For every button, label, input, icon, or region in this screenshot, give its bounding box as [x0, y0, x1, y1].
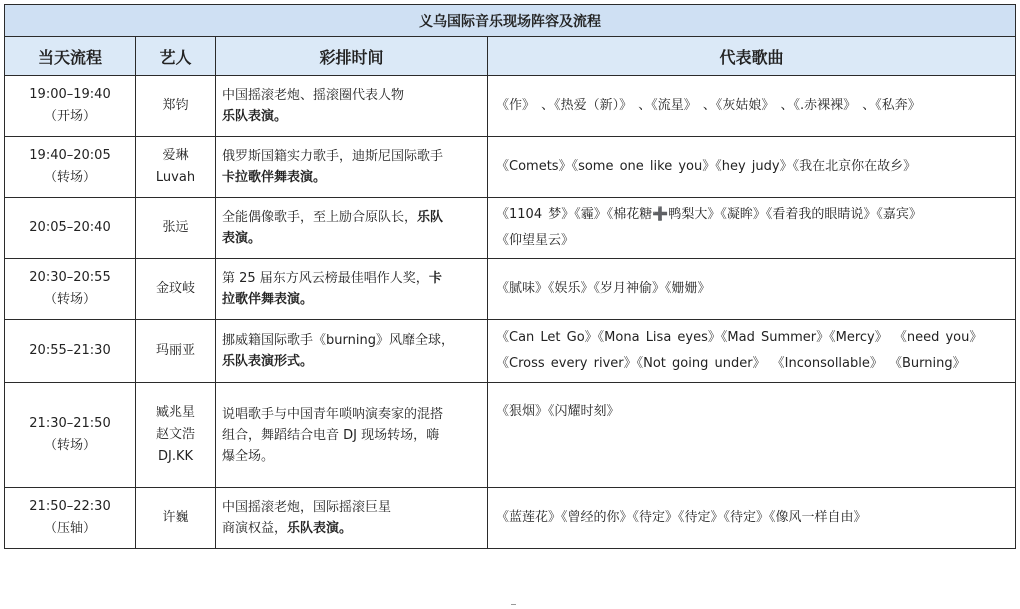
- header-flow: 当天流程: [5, 37, 136, 76]
- artist-cell: [136, 76, 216, 137]
- table-row: [5, 76, 1016, 137]
- flow-stage: （压轴）: [43, 521, 96, 536]
- songs-line: 《腻味》《娱乐》《岁月神偷》《姗姗》: [496, 281, 711, 296]
- performance-type: 乐队表演。: [287, 521, 353, 536]
- header-rehearsal: 彩排时间: [216, 37, 488, 76]
- rehearsal-cell: [216, 320, 488, 383]
- description-line: [222, 330, 481, 351]
- flow-stage: （转场）: [43, 438, 96, 453]
- flow-cell: [5, 198, 136, 259]
- description-text: 全能偶像歌手，至上励合原队长，: [222, 210, 418, 225]
- description-line: [222, 404, 481, 425]
- songs-line: 《作》 、《热爱（新）》 、《流星》 、《灰姑娘》 、《.赤裸裸》 、《私奔》: [496, 98, 921, 113]
- artist-cell: [136, 383, 216, 488]
- description-text: 商演权益，: [222, 521, 288, 536]
- songs-cell: [488, 137, 1016, 198]
- artist-name: Luvah: [155, 170, 196, 185]
- songs-cell: [488, 320, 1016, 383]
- description-line: [222, 518, 481, 539]
- table-row: [5, 488, 1016, 549]
- artist-cell: [136, 320, 216, 383]
- performance-type: 乐队表演形式。: [222, 354, 314, 369]
- artist-name: 郑钧: [162, 98, 189, 113]
- rehearsal-cell: [216, 488, 488, 549]
- flow-cell: [5, 137, 136, 198]
- flow-time: 19:40–20:05: [29, 148, 111, 163]
- songs-cell: [488, 488, 1016, 549]
- rehearsal-cell: [216, 383, 488, 488]
- lineup-table: [4, 4, 1016, 549]
- artist-cell: [136, 137, 216, 198]
- artist-name: DJ.KK: [157, 449, 194, 464]
- table-row: [5, 137, 1016, 198]
- table-row: [5, 259, 1016, 320]
- table-row: [5, 198, 1016, 259]
- header-artist: 艺人: [136, 37, 216, 76]
- flow-time: 20:05–20:40: [29, 220, 111, 235]
- flow-cell: [5, 76, 136, 137]
- description-text: 说唱歌手与中国青年唢呐演奏家的混搭: [222, 406, 444, 422]
- rehearsal-cell: [216, 137, 488, 198]
- artist-name: 臧兆星: [155, 405, 195, 420]
- flow-stage: （转场）: [43, 292, 96, 307]
- table-title: 义乌国际音乐现场阵容及流程: [5, 5, 1016, 37]
- songs-line: 《1104 梦》《霾》《棉花糖➕鸭梨大》《凝眸》《看着我的眼睛说》《嘉宾》: [496, 207, 922, 222]
- artist-name: 玛丽亚: [155, 343, 195, 358]
- description-text: 中国摇滚老炮，国际摇滚巨星: [222, 500, 392, 515]
- description-line: [222, 167, 481, 188]
- artist-name: 张远: [162, 220, 189, 235]
- flow-stage: （转场）: [43, 170, 96, 185]
- songs-cell: [488, 198, 1016, 259]
- artist-cell: [136, 488, 216, 549]
- table-row: [5, 383, 1016, 488]
- artist-name: 金玟岐: [155, 281, 195, 296]
- artist-name: 许巍: [162, 510, 189, 525]
- flow-time: 20:30–20:55: [29, 270, 111, 285]
- description-text: 俄罗斯国籍实力歌手，迪斯尼国际歌手: [222, 149, 444, 164]
- songs-line: 《狠烟》《闪耀时刻》: [496, 404, 620, 419]
- performance-type: 乐队表演。: [222, 109, 288, 124]
- table-row: [5, 320, 1016, 383]
- flow-stage: （开场）: [43, 109, 96, 124]
- description-line: [222, 268, 481, 289]
- description-text: 中国摇滚老炮、摇滚圈代表人物: [222, 88, 405, 103]
- description-text: 组合，舞蹈结合电音 DJ 现场转场，嗨: [222, 427, 440, 443]
- performance-type: 拉歌伴舞表演。: [222, 292, 314, 307]
- rehearsal-cell: [216, 259, 488, 320]
- divider-mark: [511, 604, 516, 609]
- description-line: [222, 106, 481, 127]
- songs-line: 《Cross every river》《Not going under》 《Inconsollable》 《Burning》: [496, 356, 966, 371]
- description-line: [222, 85, 481, 106]
- table-title-row: [5, 5, 1016, 37]
- header-row: [5, 37, 1016, 76]
- songs-line: 《Can Let Go》《Mona Lisa eyes》《Mad Summer》《Mercy》 《need you》: [496, 330, 983, 345]
- description-line: [222, 228, 481, 249]
- songs-cell: [488, 259, 1016, 320]
- artist-cell: [136, 259, 216, 320]
- flow-cell: [5, 488, 136, 549]
- rehearsal-cell: [216, 76, 488, 137]
- description-line: [222, 289, 481, 310]
- performance-type: 卡拉歌伴舞表演。: [222, 170, 327, 185]
- flow-time: 21:30–21:50: [29, 416, 111, 431]
- description-line: [222, 351, 481, 372]
- songs-cell: [488, 76, 1016, 137]
- description-text: 挪威籍国际歌手《burning》风靡全球，: [222, 333, 454, 348]
- schedule-document: [4, 4, 1015, 549]
- flow-cell: [5, 259, 136, 320]
- flow-time: 20:55–21:30: [29, 343, 111, 358]
- performance-type: 乐队: [417, 210, 444, 225]
- flow-time: 19:00–19:40: [29, 87, 111, 102]
- songs-line: 《蓝莲花》《曾经的你》《待定》《待定》《待定》《像风一样自由》: [496, 510, 867, 525]
- description-line: [222, 146, 481, 167]
- flow-time: 21:50–22:30: [29, 499, 111, 514]
- description-line: [222, 425, 481, 446]
- description-line: [222, 446, 481, 467]
- songs-line: 《Comets》《some one like you》《hey judy》《我在北京你在故乡》: [496, 159, 917, 174]
- description-text: 爆全场。: [222, 448, 275, 464]
- flow-cell: [5, 383, 136, 488]
- songs-cell: [488, 383, 1016, 488]
- header-songs: 代表歌曲: [488, 37, 1016, 76]
- flow-cell: [5, 320, 136, 383]
- performance-type: 卡: [428, 271, 442, 286]
- songs-line: 《仰望星云》: [496, 233, 575, 248]
- artist-name: 赵文浩: [155, 427, 195, 442]
- rehearsal-cell: [216, 198, 488, 259]
- description-line: [222, 207, 481, 228]
- description-text: 第 25 届东方风云榜最佳唱作人奖，: [222, 271, 429, 286]
- artist-cell: [136, 198, 216, 259]
- performance-type: 表演。: [222, 231, 262, 246]
- description-line: [222, 497, 481, 518]
- artist-name: 爱琳: [162, 148, 189, 163]
